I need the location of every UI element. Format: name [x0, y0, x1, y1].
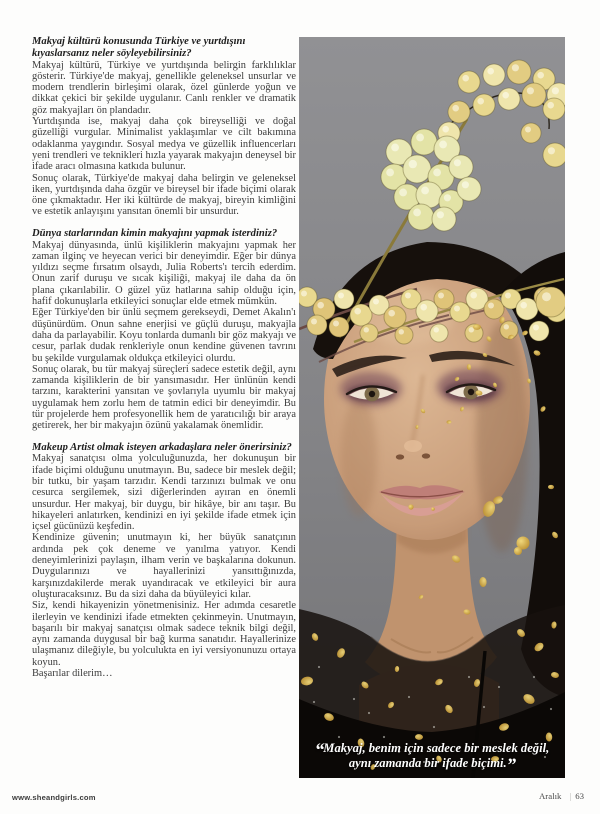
footer-folio	[539, 791, 584, 801]
article-paragraph: Siz, kendi hikayenizin yönetmenisiniz. Her adımda cesaretle ilerleyin ve kendinizi ifade etmekten çekinmeyin. Unutmayın, başarılı bir makyaj sanatçısı olmak sadece teknik bilgi değil, aynı zamanda duygusal bir bağ kurma sanatıdır. Hayallerinize ulaşmanız dileğiyle, bu yolculukta en iyi versiyonunuzu ortaya koyun.	[32, 600, 296, 668]
article-paragraph: Eğer Türkiye'den bir ünlü seçmem gerekseydi, Demet Akalın'ı düşünürdüm. Onun sahne enerjisi ve güçlü duruşu, makyajla daha da parlayabilir. Koyu tonlarda dumanlı bir göz makyajı ve cesur, parlak dudak renkleriyle onun kendine güvenen tavrını bu şekilde vurgulamak oldukça etkileyici olurdu.	[32, 307, 296, 364]
article-paragraph: Makyaj dünyasında, ünlü kişiliklerin makyajını yapmak her zaman ilginç ve heyecan verici bir deneyimdir. Eğer bir dünya yıldızı seçme fırsatım olsaydı, Julia Roberts'ı tercih ederdim. Onun zarif duruşu ve sıcak kişiliği, makyaj ile daha da ön plana çıkarılabilir. O güzel yüz hatlarına sahip olduğu için, hafif dokunuşlarla etkileyici sonuçlar elde etmek mümkün.	[32, 239, 296, 308]
article-section	[32, 36, 296, 218]
quote-line-1: Makyaj, benim için sadece bir meslek değil,	[323, 741, 550, 755]
footer-page-number: 63	[575, 791, 584, 801]
article-section	[32, 228, 296, 432]
article-paragraph: Başarılar dilerim…	[32, 668, 113, 680]
article-paragraph: Makyaj sanatçısı olma yolculuğunuzda, her dokunuşun bir ifade biçimi olduğunu unutmayın. Bu, sadece bir meslek değil; bir tutku, bir yaşam tarzıdır. Kendi tarzınızı bulmak ve onu cesurca sergilemek, sizi diğerlerinden ayıran en önemli unsurdur. Her makyaj, bir duygu, bir hikâye, bir anı taşır. Bu hikayeleri anlatırken, kendinizi en iyi şekilde ifade etmek için içsel gücünüzü keşfedin.	[32, 453, 296, 533]
footer-website: www.sheandgirls.com	[12, 793, 96, 802]
article-paragraph: Yurtdışında ise, makyaj daha çok bireyselliği ve doğal güzelliği vurgular. Minimalist yaklaşımlar ve cilt bakımına odaklanma yaygındır. Sosyal medya ve güzellik influencerları yeni trendleri ve teknikleri hızla yayarak makyajın deneysel bir ifade aracı olmasına katkıda bulunur.	[32, 116, 296, 173]
quote-line-2: aynı zamanda bir ifade biçimi.	[348, 756, 507, 770]
portrait-photo	[299, 37, 565, 778]
question-heading: Makeup Artist olmak isteyen arkadaşlara neler önerirsiniz?	[32, 441, 292, 453]
article-column	[32, 36, 296, 786]
portrait-illustration	[299, 37, 565, 778]
close-quote-mark: ”	[506, 755, 516, 776]
article-paragraph: Makyaj kültürü, Türkiye ve yurtdışında belirgin farklılıklar gösterir. Türkiye'de makyaj, genellikle geleneksel unsurlar ve modern trendlerin birleşimi olarak, özel günlerde yoğun ve dikkat çekici bir şekilde uygulanır. Canlı renkler ve dramatik göz makyajları ön plandadır.	[32, 59, 296, 116]
article-paragraph: Sonuç olarak, bu tür makyaj süreçleri sadece estetik değil, aynı zamanda kişiliklerin de bir yansımasıdır. Her ünlünün kendi tarzını, karakterini yansıtan ve şovlarıyla uyumlu bir makyaj uygulamak hem zorlu hem de tatmin edici bir deneyimdir. Bu tür projelerde hem profesyonellik hem de yaratıcılığı bir araya getirerek, her bir makyajın özünü yakalamak önemlidir.	[32, 363, 296, 432]
article-section	[32, 442, 296, 680]
article-paragraph: Kendinize güvenin; unutmayın ki, her büyük sanatçının ardında pek çok deneme ve yanılma yatıyor. Kendi deneyimlerinizi paylaşın, ilham verin ve başkalarına dokunun. Duygularınızı ve hayallerinizi yansıttığınızda, karşınızdakilerde merak uyandıracak ve etkileyici bir aura oluşturacaksınız. Bu da sizi daha da büyüleyici kılar.	[32, 532, 296, 600]
article-paragraph: Sonuç olarak, Türkiye'de makyaj daha belirgin ve geleneksel iken, yurtdışında daha özgür ve bireysel bir ifade biçimi olarak öne çıkmaktadır. Her iki kültürde de makyaj, bireyin kimliğini ve estetik anlayışını yansıtan önemli bir unsurdur.	[32, 172, 296, 218]
pull-quote	[299, 740, 565, 776]
footer-separator: |	[569, 791, 572, 801]
question-heading: Makyaj kültürü konusunda Türkiye ve yurtdışını kıyaslarsanız neler söyleyebilirsiniz?	[32, 36, 246, 59]
open-quote-mark: “	[314, 740, 324, 761]
footer-month: Aralık	[538, 791, 562, 801]
question-heading: Dünya starlarından kimin makyajını yapmak isterdiniz?	[32, 227, 278, 239]
